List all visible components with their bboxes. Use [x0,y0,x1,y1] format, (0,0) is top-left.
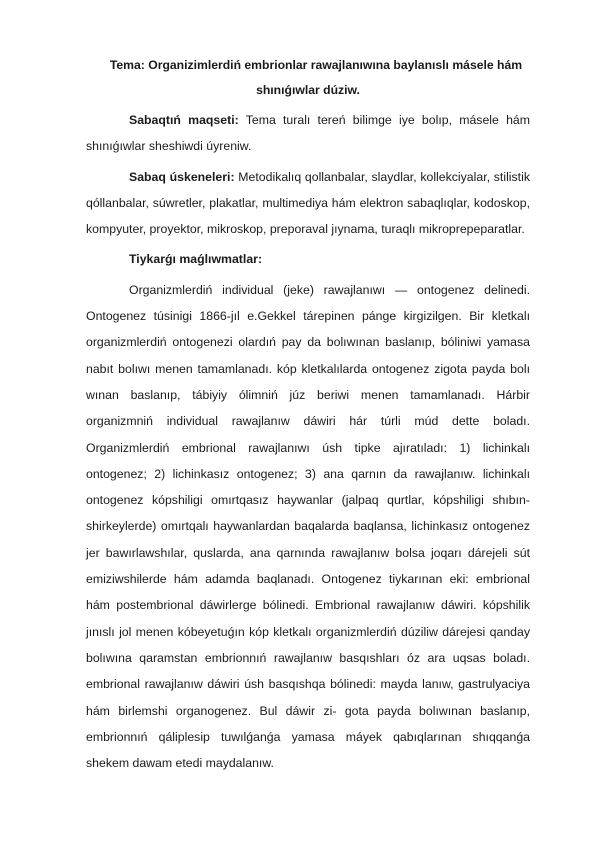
equipment-label: Sabaq úskeneleri: [129,169,235,184]
goal-text: Tema turalı tereń bilimge iye bolıp, másele hám shınıǵıwlar sheshiwdi úyreniw. [86,113,530,154]
title-line-2: shınıǵıwlar dúziw. [256,83,360,97]
goal-label: Sabaqtıń maqseti: [129,113,239,127]
title-line-1: Tema: Organizimlerdiń embrionlar rawajlanıwına baylanıslı másele hám [109,58,523,72]
goal-paragraph [86,107,530,160]
main-heading: Tiykarǵı maǵlıwmatlar: [129,252,263,267]
body-paragraph: Organizmlerdiń individual (jeke) rawajlanıwı — ontogenez delinedi. Ontogenez túsinigi 1866-jıl e.Gekkel tárepinen pánge kirgizilgen. Bir kletkalı organizmlerdiń ontogenezi olardıń pay da bolıwınan baslanıp, bóliniwi yamasa nabıt bolıwı menen tamamlanadı. kóp kletkalılarda ontogenez zigota payda bolı wınan baslanıp, tábiyiy ólimniń júz beriwi menen tamamlanadı. Hárbir organizmniń individual rawajlanıw dáwiri hár túrli múd dette boladı. Organizmlerdiń embrional rawajlanıwı úsh tipke ajıratıladı: 1) lichinkalı ontogenez; 2) lichinkasız ontogenez; 3) ana qarnın da rawajlanıw. lichinkalı ontogenez kópshiligi omırtqasız haywanlar (jalpaq qurtlar, kópshiligi shıbın-shirkeylerde) omırtqalı haywanlardan baqalarda baqlansa, lichinkasız ontogenez jer bawırlawshılar, quslarda, ana qarnında rawajlanıw bolsa joqarı dárejeli sút emiziwshilerde hám adamda baqlanadı. Ontogenez tiykarınan eki: embrional hám postembrional dáwirlerge bólinedi. Embrional rawajlanıw dáwiri. kópshilik jınıslı jol menen kóbeyetuǵın kóp kletkalı organizmlerdiń dúziliw dárejesi qanday bolıwına qaramstan embrionnıń rawajlanıw basqıshları óz ara uqsas boladı. embrional rawajlanıw dáwiri úsh basqıshqa bólinedi: mayda lanıw, gastrulyaciya hám birlemshi organogenez. Bul dáwir zi- gota payda bolıwınan baslanıp, embrionnıń qáliplesip tuwılǵanǵa yamasa máyek qabıqlarınan shıqqanǵa shekem dawam etedi maydalanıw. [86,282,530,771]
document-title [86,0,530,103]
equipment-paragraph [86,164,530,243]
equipment-text: Metodikalıq qollanbalar, slaydlar, kollekciyalar, stilistik qóllanbalar, súwretler, plakatlar, multimediya hám elektron sabaqlıqlar, kodoskop, kompyuter, proyektor, mikroskop, preporaval jıynama, turaqlı mikroprepeparatlar. [86,169,530,237]
